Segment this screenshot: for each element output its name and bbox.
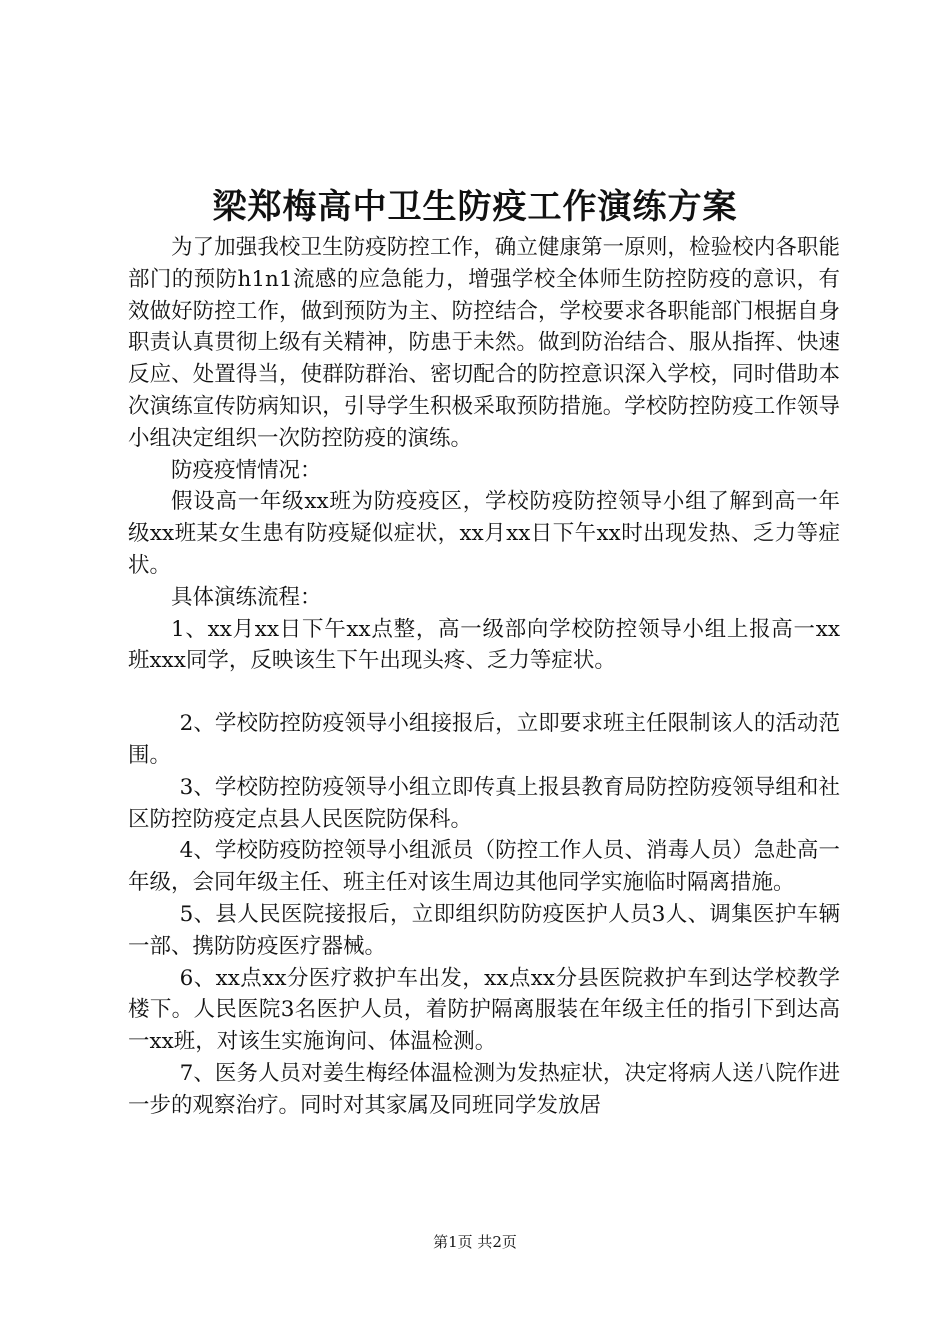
intro-paragraph: 为了加强我校卫生防疫防控工作，确立健康第一原则，检验校内各职能部门的预防h1n1流感的应急能力，增强学校全体师生防控防疫的意识，有效做好防控工作，做到预防为主、防控结合，学校要求各职能部门根据自身职责认真贯彻上级有关精神，防患于未然。做到防治结合、服从指挥、快速反应、处置得当，使群防群治、密切配合的防控意识深入学校，同时借助本次演练宣传防病知识，引导学生积极采取预防措施。学校防控防疫工作领导小组决定组织一次防控防疫的演练。 <box>128 235 840 451</box>
drill-step-6: 6、xx点xx分医疗救护车出发，xx点xx分县医院救护车到达学校教学楼下。人民医院3名医护人员，着防护隔离服装在年级主任的指引下到达高一xx班，对该生实施询问、体温检测。 <box>128 965 840 1055</box>
epidemic-situation-heading: 防疫疫情情况： <box>171 457 322 483</box>
drill-step-4: 4、学校防疫防控领导小组派员（防控工作人员、消毒人员）急赴高一年级，会同年级主任、班主任对该生周边其他同学实施临时隔离措施。 <box>128 838 840 896</box>
drill-step-3: 3、学校防控防疫领导小组立即传真上报县教育局防控防疫领导组和社区防控防疫定点县人民医院防保科。 <box>128 774 840 832</box>
drill-step-2: 2、学校防控防疫领导小组接报后，立即要求班主任限制该人的活动范围。 <box>128 711 840 768</box>
epidemic-situation-paragraph: 假设高一年级xx班为防疫疫区，学校防疫防控领导小组了解到高一年级xx班某女生患有防疫疑似症状，xx月xx日下午xx时出现发热、乏力等症状。 <box>128 489 840 578</box>
document-title: 梁郑梅高中卫生防疫工作演练方案 <box>212 187 738 227</box>
drill-step-7: 7、医务人员对姜生梅经体温检测为发热症状，决定将病人送八院作进一步的观察治疗。同时对其家属及同班同学发放居 <box>128 1060 840 1118</box>
drill-step-5: 5、县人民医院接报后，立即组织防防疫医护人员3人、调集医护车辆一部、携防防疫医疗器械。 <box>128 901 840 959</box>
page-number-footer: 第1页 共2页 <box>433 1233 517 1251</box>
document-body <box>128 232 840 1122</box>
drill-step-1: 1、xx月xx日下午xx点整，高一级部向学校防控领导小组上报高一xx班xxx同学，反映该生下午出现头疼、乏力等症状。 <box>128 616 840 674</box>
drill-process-heading: 具体演练流程： <box>171 584 322 610</box>
blank-line <box>128 677 840 708</box>
